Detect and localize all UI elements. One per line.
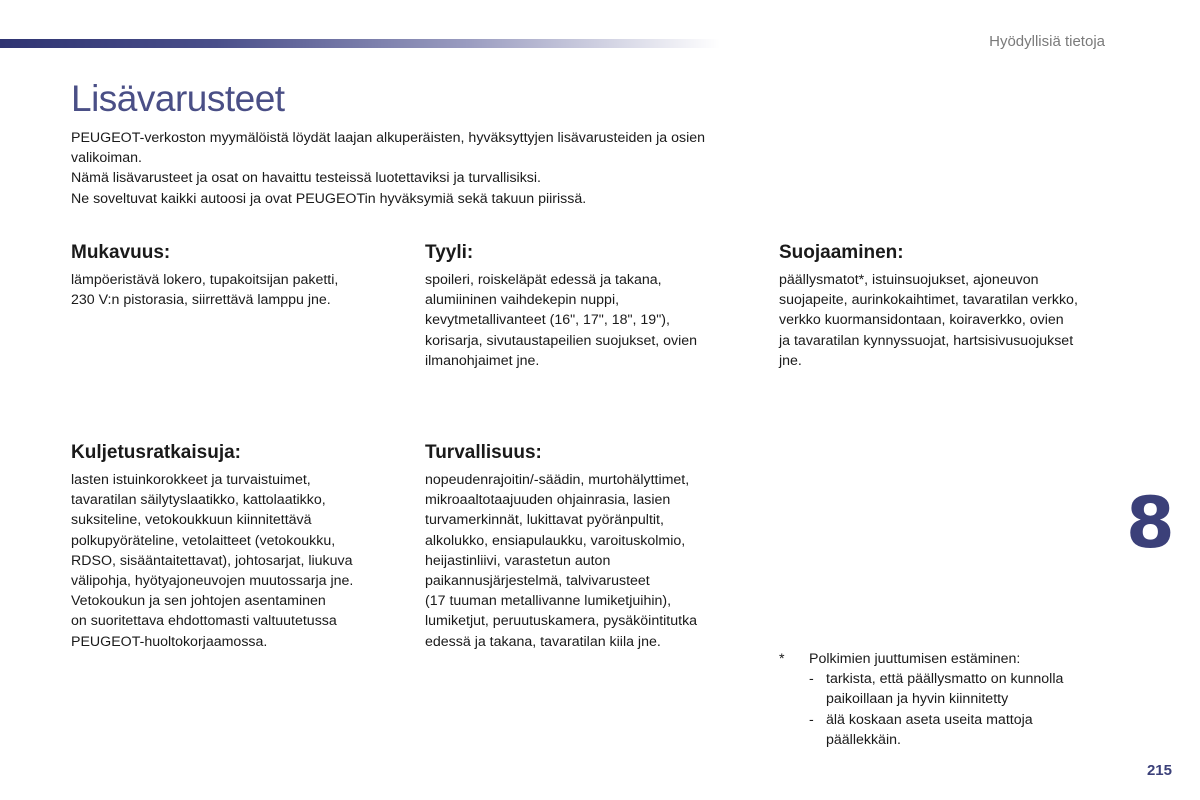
- footnote-title: Polkimien juuttumisen estäminen:: [809, 651, 1021, 667]
- page-title: Lisävarusteet: [71, 78, 285, 119]
- section-header: Hyödyllisiä tietoja: [989, 33, 1105, 50]
- page-number: 215: [1146, 762, 1172, 779]
- intro-line: PEUGEOT-verkoston myymälöistä löydät laajan alkuperäisten, hyväksyttyjen lisävarusteiden ja osien valikoiman.: [71, 130, 706, 167]
- header-gradient-bar: [0, 39, 720, 48]
- section-text: päällysmatot*, istuinsuojukset, ajoneuvon suojapeite, aurinkokaihtimet, tavaratilan verkko, verkko kuormansidontaan, koiraverkko, ovien ja tavaratilan kynnyssuojat, hartsisivusuojukset jne.: [779, 272, 1078, 369]
- footnote-dash: -: [809, 711, 814, 728]
- section-text: spoileri, roiskeläpät edessä ja takana, alumiininen vaihdekepin nuppi, kevytmetallivanteet (16", 17", 18", 19"), korisarja, sivutaustapeilien suojukset, ovien ilmanohjaimet jne.: [425, 272, 698, 369]
- section-heading: Turvallisuus:: [425, 442, 542, 463]
- section-suojaaminen: [779, 242, 1109, 371]
- section-heading: Suojaaminen:: [779, 242, 904, 263]
- section-heading: Tyyli:: [425, 242, 474, 263]
- intro-line: Ne soveltuvat kaikki autoosi ja ovat PEUGEOTin hyväksymiä sekä takuun piirissä.: [71, 190, 587, 207]
- section-text: lämpöeristävä lokero, tupakoitsijan paketti, 230 V:n pistorasia, siirrettävä lamppu jne.: [71, 272, 339, 309]
- footnote-item: [809, 669, 1109, 709]
- footnote-title-row: [779, 649, 1109, 669]
- footnote-dash: -: [809, 671, 814, 688]
- intro-paragraph: [71, 128, 751, 209]
- footnote: [779, 649, 1109, 750]
- section-text: nopeudenrajoitin/-säädin, murtohälyttimet, mikroaaltotaajuuden ohjainrasia, lasien turvamerkinnät, lukittavat pyöränpultit, alkolukko, ensiapulaukku, varoituskolmio, heijastinliivi, varastetun auton paikannusjärjestelmä, talvivarusteet (17 tuuman metallivanne lumiketjuihin), lumiketjut, peruutuskamera, pysäköintitutka edessä ja takana, tavaratilan kiila jne.: [425, 472, 698, 650]
- section-mukavuus: [71, 242, 401, 310]
- section-kuljetusratkaisuja: [71, 442, 401, 652]
- chapter-number: 8: [1126, 482, 1175, 564]
- section-text: lasten istuinkorokkeet ja turvaistuimet, tavaratilan säilytyslaatikko, kattolaatikko, suksiteline, vetokoukkuun kiinnitettävä polkupyöräteline, vetolaitteet (vetokoukku, RDSO, sisääntaitettavat), johtosarjat, liukuva välipohja, hyötyajoneuvojen muutossarja jne. Vetokoukun ja sen johtojen asentaminen on suoritettava ehdottomasti valtuutetussa PEUGEOT-huoltokorjaamossa.: [71, 472, 354, 650]
- section-turvallisuus: [425, 442, 755, 652]
- intro-line: Nämä lisävarusteet ja osat on havaittu testeissä luotettaviksi ja turvallisiksi.: [71, 170, 541, 187]
- section-tyyli: [425, 242, 755, 371]
- footnote-item: [809, 710, 1109, 750]
- footnote-mark: *: [779, 651, 785, 667]
- section-heading: Mukavuus:: [71, 242, 171, 263]
- section-heading: Kuljetusratkaisuja:: [71, 442, 241, 463]
- footnote-item-text: tarkista, että päällysmatto on kunnolla paikoillaan ja hyvin kiinnitetty: [826, 671, 1064, 708]
- footnote-item-text: älä koskaan aseta useita mattoja päällekkäin.: [826, 711, 1033, 748]
